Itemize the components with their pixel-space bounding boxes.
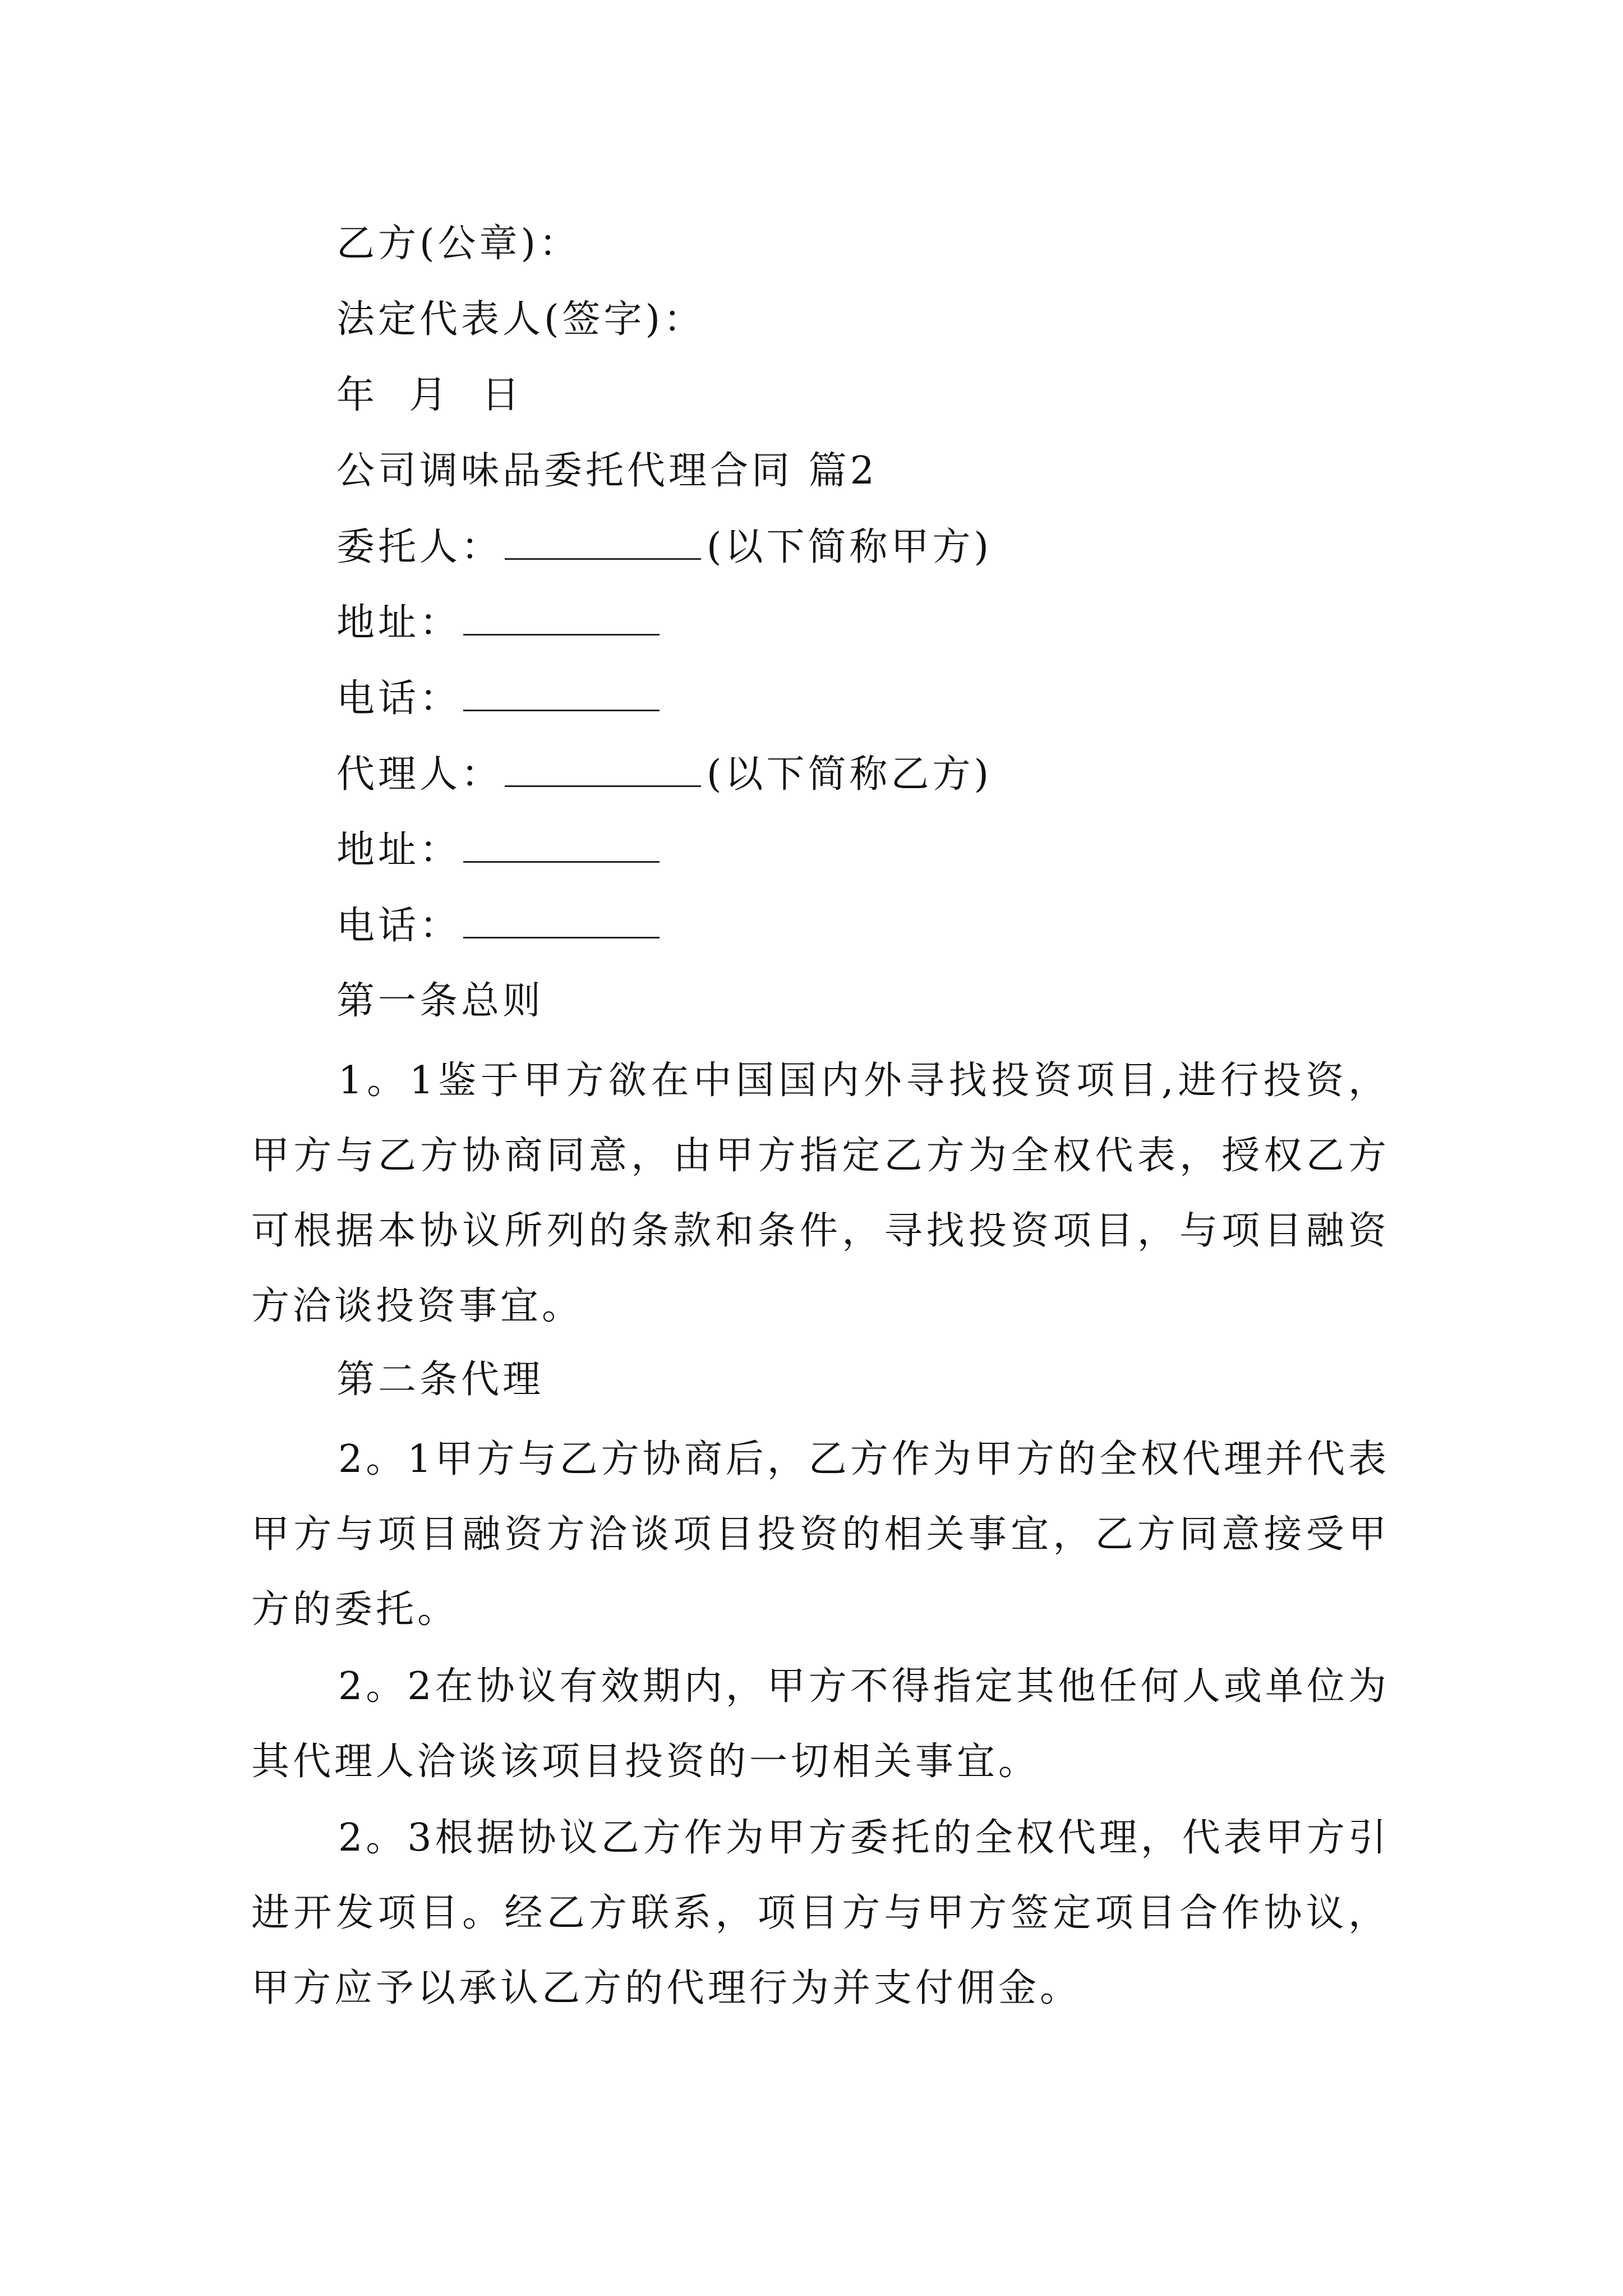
principal-address-label: 地址：: [336, 601, 462, 645]
principal-phone-label: 电话：: [336, 677, 462, 721]
agent-phone-blank: [463, 903, 660, 938]
agent-blank: [505, 752, 701, 787]
article-1-title: 第一条总则: [336, 979, 545, 1023]
agent-phone-line: [336, 903, 665, 949]
principal-phone-blank: [463, 676, 660, 711]
clause-1-1: 1。1鉴于甲方欲在中国国内外寻找投资项目,进行投资，甲方与乙方协商同意，由甲方指定乙方为全权代表，授权乙方可根据本协议所列的条款和条件，寻找投资项目，与项目融资方洽谈投资事宜。: [251, 1059, 1390, 1328]
agent-label: 代理人：: [336, 752, 503, 797]
principal-address-blank: [463, 600, 660, 636]
party-b-seal-line: 乙方(公章)：: [336, 222, 581, 266]
agent-address-line: [336, 827, 665, 873]
date-line: 年 月 日: [336, 373, 523, 417]
clause-2-2: 2。2在协议有效期内，甲方不得指定其他任何人或单位为其代理人洽谈该项目投资的一切相关事宜。: [251, 1664, 1390, 1784]
clause-2-3: 2。3根据协议乙方作为甲方委托的全权代理，代表甲方引进开发项目。经乙方联系，项目方与甲方签定项目合作协议，甲方应予以承认乙方的代理行为并支付佣金。: [251, 1816, 1390, 2010]
section-title: 公司调味品委托代理合同 篇2: [336, 449, 878, 493]
principal-label: 委托人：: [336, 525, 503, 569]
principal-suffix: (以下简称甲方): [707, 525, 993, 569]
principal-blank: [505, 524, 701, 560]
clause-2-1: 2。1甲方与乙方协商后，乙方作为甲方的全权代理并代表甲方与项目融资方洽谈项目投资的相关事宜，乙方同意接受甲方的委托。: [251, 1437, 1390, 1632]
principal-line: [336, 524, 992, 570]
principal-phone-line: [336, 676, 665, 721]
agent-phone-label: 电话：: [336, 904, 462, 948]
agent-address-label: 地址：: [336, 828, 462, 872]
article-2-title: 第二条代理: [336, 1358, 545, 1402]
agent-line: [336, 752, 992, 797]
agent-address-blank: [463, 827, 660, 863]
legal-representative-line: 法定代表人(签字)：: [336, 297, 706, 342]
principal-address-line: [336, 600, 665, 646]
agent-suffix: (以下简称乙方): [707, 752, 993, 797]
